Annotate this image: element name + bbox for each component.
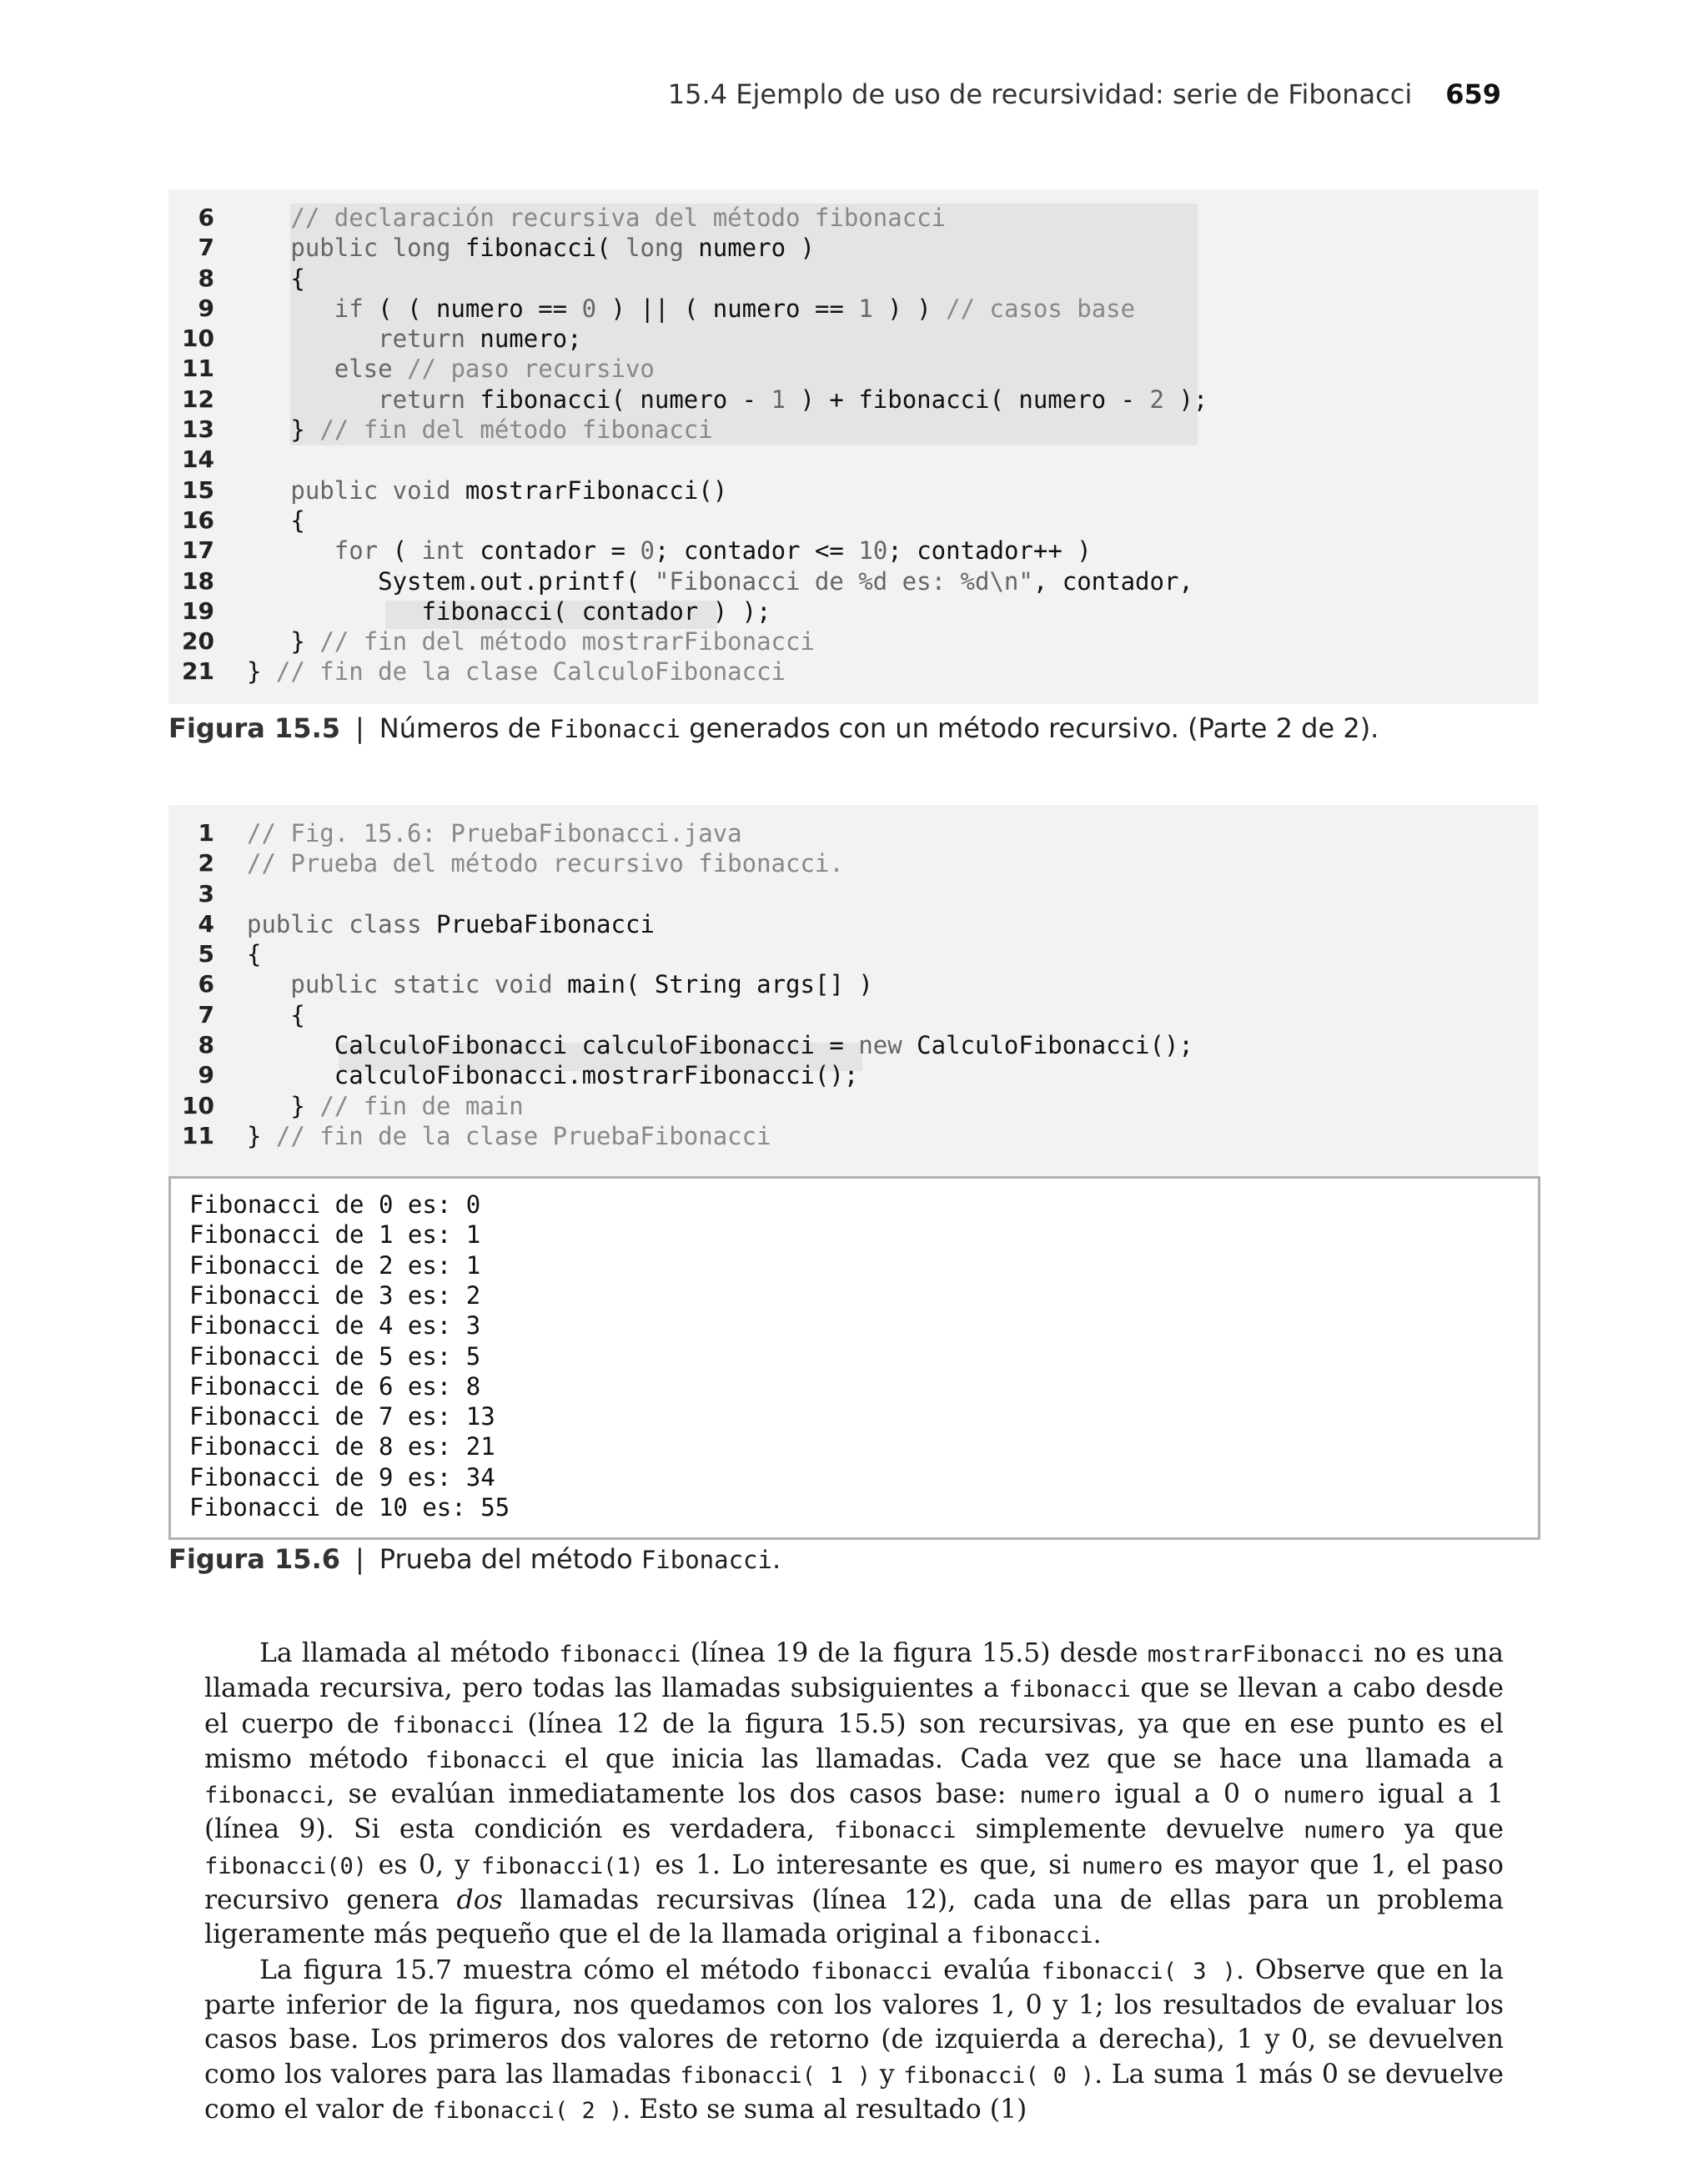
text-run: igual a 0 o xyxy=(1101,1779,1284,1810)
inline-code: fibonacci(0) xyxy=(204,1853,368,1879)
code-line xyxy=(168,233,1539,263)
output-line: Fibonacci de 9 es: 34 xyxy=(189,1462,495,1491)
text-run: evalúa xyxy=(932,1954,1042,1985)
text-run: que se llevan a cabo desde el cuerpo de xyxy=(204,1673,1504,1739)
line-number: 17 xyxy=(182,536,214,565)
code-text: } // fin de main xyxy=(247,1091,524,1120)
line-number: 16 xyxy=(182,506,214,534)
line-number: 2 xyxy=(198,849,214,878)
output-line: Fibonacci de 7 es: 13 xyxy=(189,1402,495,1431)
code-line xyxy=(168,324,1539,354)
code-listing-fig-15-6 xyxy=(168,805,1539,1179)
line-number: 10 xyxy=(182,1091,214,1119)
line-number: 9 xyxy=(198,1061,214,1089)
program-output xyxy=(168,1176,1540,1540)
code-line xyxy=(168,566,1539,596)
text-run: llamadas recursivas (línea 12), cada una de ellas para un problema ligeramente más pequeño que el de la llamada original a xyxy=(204,1885,1504,1950)
code-text: System.out.printf( "Fibonacci de %d es: %d\n", contador, xyxy=(247,566,1193,596)
code-line xyxy=(168,475,1539,506)
output-line: Fibonacci de 4 es: 3 xyxy=(189,1311,481,1341)
code-line xyxy=(168,939,1539,969)
code-line xyxy=(168,203,1539,233)
code-text: } // fin del método fibonacci xyxy=(247,415,713,445)
inline-code: mostrarFibonacci xyxy=(1147,1642,1364,1667)
code-line xyxy=(168,1121,1539,1151)
code-text: for ( int contador = 0; contador <= 10; contador++ ) xyxy=(334,536,1092,566)
inline-code: fibonacci( 2 ) xyxy=(432,2097,623,2124)
line-number: 1 xyxy=(198,819,214,847)
text-run: , se evalúan inmediatamente los dos casos base: xyxy=(326,1779,1020,1810)
code-line xyxy=(168,1000,1539,1030)
code-text: { xyxy=(247,940,262,969)
code-line xyxy=(168,1091,1539,1121)
line-number: 18 xyxy=(182,566,214,595)
line-number: 11 xyxy=(182,355,214,383)
line-number: 8 xyxy=(198,264,214,292)
inline-code: numero xyxy=(1019,1783,1102,1809)
text-run: . xyxy=(1093,1919,1102,1950)
output-line: Fibonacci de 3 es: 2 xyxy=(189,1280,481,1310)
figure-label: Figura 15.6 xyxy=(168,1543,340,1575)
text-run: . Observe que en la parte inferior de la figura, nos quedamos con los valores 1, 0 y 1; los resultados de evaluar los casos base. Los primeros dos valores de retorno (de izquierda a derecha), 1 y 0, se devuelven como los valores para las llamadas xyxy=(204,1954,1505,2090)
code-line xyxy=(168,818,1539,848)
code-text: if ( ( numero == 0 ) || ( numero == 1 ) ) // casos base xyxy=(334,294,1136,323)
code-line xyxy=(168,415,1539,445)
code-line xyxy=(168,879,1539,909)
code-line xyxy=(168,445,1539,475)
code-line xyxy=(168,596,1539,626)
body-text xyxy=(204,1637,1504,2128)
code-line xyxy=(168,626,1539,656)
code-text: // declaración recursiva del método fibonacci xyxy=(290,204,947,232)
line-number: 13 xyxy=(182,415,214,444)
inline-code: fibonacci xyxy=(971,1923,1093,1949)
paragraph xyxy=(204,1954,1504,2128)
line-number: 6 xyxy=(198,204,214,231)
caption-separator: | xyxy=(354,1543,364,1575)
output-line: Fibonacci de 1 es: 1 xyxy=(189,1220,481,1250)
code-text: else // paso recursivo xyxy=(334,355,655,384)
code-text: return numero; xyxy=(378,324,582,354)
inline-code: fibonacci xyxy=(425,1747,548,1773)
figure-label: Figura 15.5 xyxy=(168,712,340,744)
caption-text: Números de xyxy=(379,712,550,744)
caption-text: Prueba del método xyxy=(379,1543,641,1575)
line-number: 15 xyxy=(182,475,214,504)
text-run: no es una llamada recursiva, pero todas las llamadas subsiguientes a xyxy=(204,1638,1505,1704)
inline-code: fibonacci xyxy=(810,1958,933,1984)
code-text: public class PruebaFibonacci xyxy=(247,909,655,938)
output-line: Fibonacci de 5 es: 5 xyxy=(189,1341,481,1371)
code-listing-fig-15-5 xyxy=(168,189,1539,704)
line-number: 11 xyxy=(182,1121,214,1149)
inline-code: fibonacci xyxy=(1008,1677,1131,1703)
text-run: simplemente devuelve xyxy=(956,1814,1304,1845)
line-number: 9 xyxy=(198,294,214,322)
text-run: . La suma 1 más 0 se devuelve como el valor de xyxy=(204,2059,1505,2125)
inline-code: fibonacci xyxy=(204,1783,327,1809)
inline-code: fibonacci xyxy=(559,1642,681,1667)
inline-code: numero xyxy=(1082,1853,1163,1879)
output-line: Fibonacci de 0 es: 0 xyxy=(189,1190,481,1219)
code-text: // Fig. 15.6: PruebaFibonacci.java xyxy=(247,819,742,848)
code-text: // Prueba del método recursivo fibonacci. xyxy=(247,849,844,878)
text-run: es mayor que 1, el paso recursivo genera xyxy=(204,1849,1504,1916)
text-run: es 1. Lo interesante es que, si xyxy=(643,1849,1083,1880)
text-run: La figura 15.7 muestra cómo el método xyxy=(259,1954,811,1985)
line-number: 7 xyxy=(198,234,214,262)
text-run: igual a 1 (línea 9). Si esta condición es verdadera, xyxy=(204,1779,1504,1845)
code-line xyxy=(168,909,1539,939)
line-number: 21 xyxy=(182,657,214,686)
text-run: el que inicia las llamadas. Cada vez que se hace una llamada a xyxy=(547,1743,1504,1774)
line-number: 8 xyxy=(198,1031,214,1059)
line-number: 4 xyxy=(198,909,214,938)
code-text: } // fin de la clase CalculoFibonacci xyxy=(247,657,786,687)
text-run: La llamada al método xyxy=(259,1638,560,1668)
emphasis: dos xyxy=(456,1885,503,1916)
line-number: 5 xyxy=(198,940,214,968)
code-text: return fibonacci( numero - 1 ) + fibonacci( numero - 2 ); xyxy=(378,385,1208,414)
running-head xyxy=(167,78,1501,110)
line-number: 10 xyxy=(182,324,214,353)
code-text: calculoFibonacci.mostrarFibonacci(); xyxy=(247,1061,859,1090)
inline-code: fibonacci( 1 ) xyxy=(680,2062,872,2089)
code-text: public static void main( String args[] ) xyxy=(290,970,873,999)
code-line xyxy=(168,294,1539,324)
inline-code: numero xyxy=(1304,1818,1385,1844)
line-number: 6 xyxy=(198,970,214,998)
line-number: 20 xyxy=(182,627,214,656)
code-line xyxy=(168,656,1539,687)
output-line: Fibonacci de 10 es: 55 xyxy=(189,1493,510,1522)
code-text: public long fibonacci( long numero ) xyxy=(290,234,815,263)
code-text: { xyxy=(247,506,305,535)
code-line xyxy=(168,1060,1539,1090)
code-line xyxy=(168,848,1539,878)
text-run: . Esto se suma al resultado (1) xyxy=(622,2094,1027,2125)
caption-separator: | xyxy=(354,712,364,744)
code-text: public void mostrarFibonacci() xyxy=(290,475,728,505)
figure-15-6-caption xyxy=(168,1543,781,1575)
caption-code: Fibonacci xyxy=(549,715,681,743)
text-run: ya que xyxy=(1384,1814,1505,1845)
text-run: y xyxy=(871,2059,904,2090)
caption-text: . xyxy=(771,1543,781,1575)
code-text: { xyxy=(247,264,305,293)
output-line: Fibonacci de 6 es: 8 xyxy=(189,1371,481,1401)
page-number: 659 xyxy=(1445,78,1501,110)
output-line: Fibonacci de 8 es: 21 xyxy=(189,1432,495,1461)
inline-code: fibonacci(1) xyxy=(480,1853,644,1879)
code-line xyxy=(168,506,1539,536)
inline-code: fibonacci( 3 ) xyxy=(1041,1958,1236,1984)
section-title: 15.4 Ejemplo de uso de recursividad: serie de Fibonacci xyxy=(667,78,1413,110)
line-number: 12 xyxy=(182,385,214,413)
code-text: { xyxy=(247,1000,305,1029)
inline-code: fibonacci( 0 ) xyxy=(903,2062,1095,2089)
inline-code: fibonacci xyxy=(392,1712,515,1738)
line-number: 3 xyxy=(198,879,214,908)
line-number: 19 xyxy=(182,596,214,625)
code-text: } // fin de la clase PruebaFibonacci xyxy=(247,1121,771,1150)
text-run: es 0, y xyxy=(367,1849,481,1880)
code-line xyxy=(168,354,1539,384)
text-run: (línea 19 de la figura 15.5) desde xyxy=(681,1638,1148,1668)
paragraph xyxy=(204,1637,1504,1954)
caption-code: Fibonacci xyxy=(640,1546,772,1574)
code-line xyxy=(168,1030,1539,1060)
code-line xyxy=(168,969,1539,999)
code-line xyxy=(168,385,1539,415)
line-number: 14 xyxy=(182,445,214,474)
code-line xyxy=(168,264,1539,294)
inline-code: fibonacci xyxy=(834,1818,957,1844)
code-text: } // fin del método mostrarFibonacci xyxy=(247,627,815,656)
line-number: 7 xyxy=(198,1000,214,1029)
inline-code: numero xyxy=(1283,1783,1365,1809)
code-line xyxy=(168,536,1539,566)
output-line: Fibonacci de 2 es: 1 xyxy=(189,1250,481,1280)
code-text: CalculoFibonacci calculoFibonacci = new CalculoFibonacci(); xyxy=(247,1031,1193,1060)
text-run: (línea 12 de la figura 15.5) son recursivas, ya que en ese punto es el mismo método xyxy=(204,1708,1504,1774)
code-text: fibonacci( contador ) ); xyxy=(247,596,771,626)
figure-15-5-caption xyxy=(168,712,1379,744)
caption-text: generados con un método recursivo. (Parte 2 de 2). xyxy=(681,712,1379,744)
